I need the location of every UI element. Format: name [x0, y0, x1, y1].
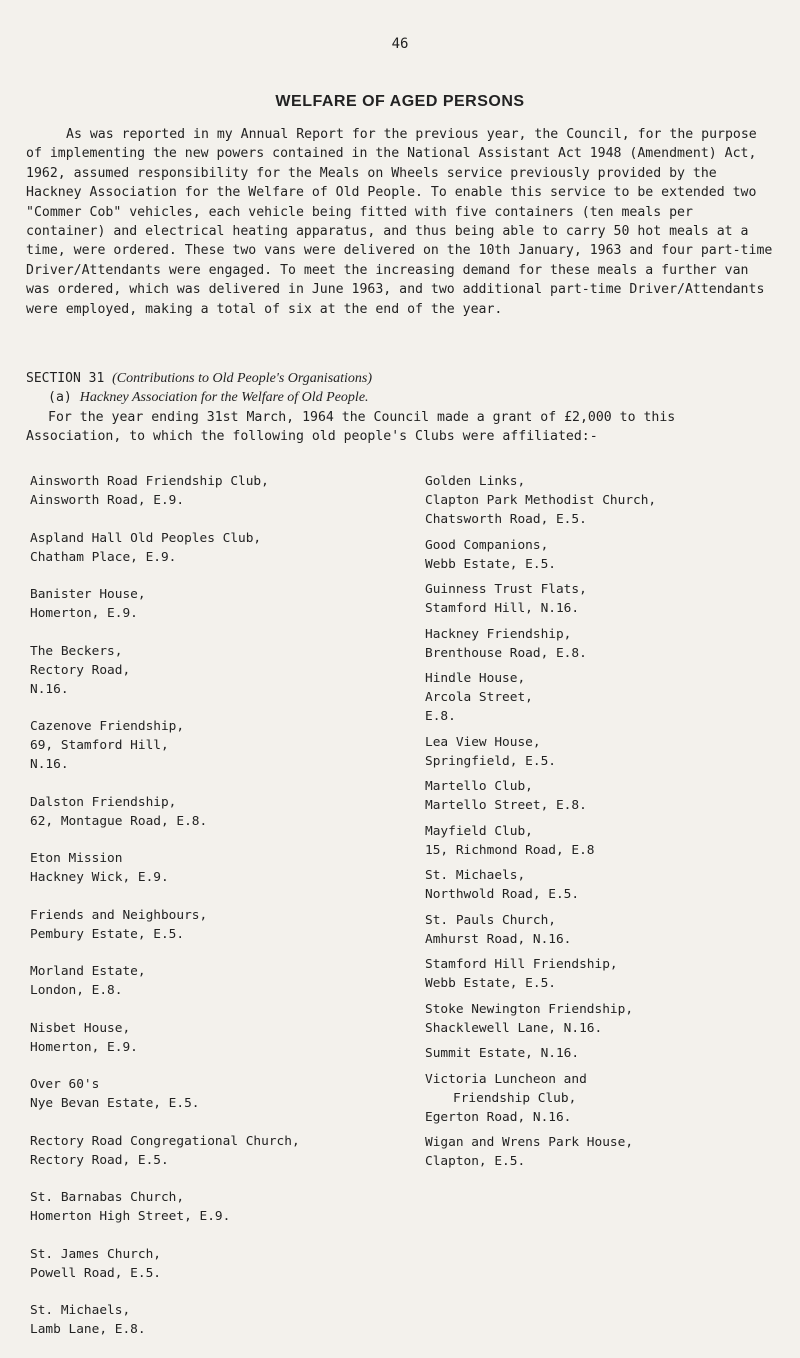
- club-address-line: Friendship Club,: [453, 1090, 577, 1106]
- club-name: St. Michaels,: [425, 868, 526, 883]
- club-entry: [425, 1133, 785, 1171]
- club-entry: [425, 1000, 785, 1038]
- subsection-label: (a): [48, 390, 72, 406]
- club-entry: [30, 1188, 390, 1226]
- club-address-line: 69, Stamford Hill,: [30, 738, 169, 753]
- club-entry: [30, 1132, 390, 1170]
- club-entry: [425, 536, 785, 574]
- club-entry: [30, 642, 390, 699]
- club-entry: [30, 1245, 390, 1283]
- club-entry: [30, 849, 390, 887]
- club-address-line: N.16.: [30, 757, 69, 772]
- club-address-line: Brenthouse Road, E.8.: [425, 645, 587, 661]
- club-address-line: Chatsworth Road, E.5.: [425, 512, 587, 527]
- club-name: Good Companions,: [425, 537, 549, 553]
- club-address-line: Ainsworth Road, E.9.: [30, 493, 185, 508]
- club-name: St. James Church,: [30, 1246, 161, 1262]
- club-address-line: Egerton Road, N.16.: [425, 1109, 572, 1125]
- club-entry: [30, 962, 390, 1000]
- club-name: Stamford Hill Friendship,: [425, 957, 618, 972]
- club-address-line: 62, Montague Road, E.8.: [30, 813, 208, 829]
- club-address-line: Martello Street, E.8.: [425, 798, 587, 813]
- club-address-line: Arcola Street,: [425, 690, 533, 705]
- club-entry: [425, 911, 785, 949]
- section-31: [26, 369, 776, 447]
- club-name: The Beckers,: [30, 643, 123, 659]
- club-address-line: Stamford Hill, N.16.: [425, 601, 580, 616]
- club-entry: [425, 955, 785, 993]
- club-entry: [30, 1301, 390, 1339]
- club-name: Hindle House,: [425, 671, 526, 686]
- club-address-line: Shacklewell Lane, N.16.: [425, 1020, 603, 1036]
- club-address-line: Homerton, E.9.: [30, 606, 138, 621]
- club-address-line: Homerton High Street, E.9.: [30, 1209, 231, 1224]
- club-entry: [425, 822, 785, 860]
- club-name: Nisbet House,: [30, 1020, 131, 1036]
- club-name: Aspland Hall Old Peoples Club,: [30, 530, 262, 546]
- club-name: Banister House,: [30, 587, 146, 602]
- club-entry: [425, 669, 785, 726]
- club-entry: [425, 1070, 785, 1127]
- club-address-line: 15, Richmond Road, E.8: [425, 842, 595, 858]
- page-number: 46: [391, 36, 409, 52]
- club-name: Hackney Friendship,: [425, 626, 572, 642]
- club-name: Martello Club,: [425, 779, 533, 794]
- club-address-line: Nye Bevan Estate, E.5.: [30, 1096, 200, 1111]
- club-address-line: N.16.: [30, 681, 69, 697]
- club-entry: [425, 777, 785, 815]
- club-address-line: Springfield, E.5.: [425, 753, 556, 769]
- club-entry: [425, 580, 785, 618]
- club-name: Mayfield Club,: [425, 823, 533, 839]
- club-name: Wigan and Wrens Park House,: [425, 1135, 634, 1150]
- section-body: For the year ending 31st March, 1964 the Council made a grant of £2,000 to this Association, to which the following old people's Clubs were affiliated:-: [26, 409, 676, 445]
- club-name: Summit Estate, N.16.: [425, 1046, 580, 1061]
- section-heading: [26, 369, 776, 388]
- clubs-left-column: [30, 472, 390, 1358]
- club-name: St. Pauls Church,: [425, 912, 556, 928]
- club-name: Over 60's: [30, 1077, 100, 1092]
- club-entry: [425, 1044, 785, 1063]
- club-name: Eton Mission: [30, 851, 123, 866]
- club-name: Morland Estate,: [30, 964, 146, 979]
- club-entry: [30, 717, 390, 774]
- club-entry: [425, 625, 785, 663]
- subsection-heading: [26, 388, 776, 407]
- club-name: Rectory Road Congregational Church,: [30, 1133, 300, 1149]
- club-name: Ainsworth Road Friendship Club,: [30, 474, 269, 489]
- club-address-line: Pembury Estate, E.5.: [30, 926, 185, 942]
- club-entry: [30, 793, 390, 831]
- club-address-line: Rectory Road,: [30, 662, 131, 678]
- club-name: St. Barnabas Church,: [30, 1190, 185, 1205]
- club-entry: [30, 906, 390, 944]
- club-address-line: Clapton, E.5.: [425, 1154, 526, 1169]
- club-address-line: Homerton, E.9.: [30, 1039, 138, 1055]
- club-entry: [30, 472, 390, 510]
- club-address-line: Lamb Lane, E.8.: [30, 1322, 146, 1337]
- club-entry: [30, 529, 390, 567]
- club-address-line: Northwold Road, E.5.: [425, 887, 580, 902]
- club-address-line: E.8.: [425, 709, 456, 724]
- club-name: Victoria Luncheon and: [425, 1071, 587, 1087]
- club-name: Cazenove Friendship,: [30, 719, 185, 734]
- club-entry: [30, 1019, 390, 1057]
- intro-paragraph: [26, 125, 776, 319]
- club-address-line: Webb Estate, E.5.: [425, 976, 556, 991]
- club-name: Guinness Trust Flats,: [425, 582, 587, 597]
- club-entry: [425, 733, 785, 771]
- section-title: (Contributions to Old People's Organisations): [112, 371, 373, 386]
- club-entry: [425, 866, 785, 904]
- club-address-line: Rectory Road, E.5.: [30, 1152, 169, 1168]
- club-name: Golden Links,: [425, 474, 526, 489]
- page-title: WELFARE OF AGED PERSONS: [275, 93, 525, 110]
- intro-text: As was reported in my Annual Report for the previous year, the Council, for the purpose of implementing the new powers contained in the National Assistant Act 1948 (Amendment) Act, 1962, assumed responsibility for the Meals on Wheels service previously provided by the Hackney Association for the Welfare of Old People. To enable this service to be extended two "Commer Cob" vehicles, each vehicle being fitted with five containers (ten meals per container) and electrical heating apparatus, and thus being able to carry 50 hot meals at a time, were ordered. These two vans were delivered on the 10th January, 1963 and four part-time Driver/Attendants were engaged. To meet the increasing demand for these meals a further van was ordered, which was delivered in June 1963, and two additional part-time Driver/Attendants were employed, making a total of six at the end of the year.: [26, 127, 773, 317]
- club-entry: [30, 1075, 390, 1113]
- club-address-line: Webb Estate, E.5.: [425, 556, 556, 572]
- club-name: St. Michaels,: [30, 1303, 131, 1318]
- club-entry: [425, 472, 785, 529]
- club-name: Friends and Neighbours,: [30, 907, 208, 923]
- section-label: SECTION 31: [26, 371, 105, 386]
- clubs-right-column: [425, 472, 785, 1178]
- subsection-title: Hackney Association for the Welfare of Old People.: [79, 390, 369, 406]
- club-address-line: Powell Road, E.5.: [30, 1265, 161, 1281]
- club-address-line: Amhurst Road, N.16.: [425, 931, 572, 947]
- club-address-line: Clapton Park Methodist Church,: [425, 493, 657, 508]
- club-name: Stoke Newington Friendship,: [425, 1001, 634, 1017]
- club-name: Dalston Friendship,: [30, 794, 177, 810]
- club-address-line: London, E.8.: [30, 983, 123, 998]
- club-entry: [30, 585, 390, 623]
- club-name: Lea View House,: [425, 734, 541, 750]
- club-address-line: Chatham Place, E.9.: [30, 549, 177, 565]
- club-address-line: Hackney Wick, E.9.: [30, 870, 169, 885]
